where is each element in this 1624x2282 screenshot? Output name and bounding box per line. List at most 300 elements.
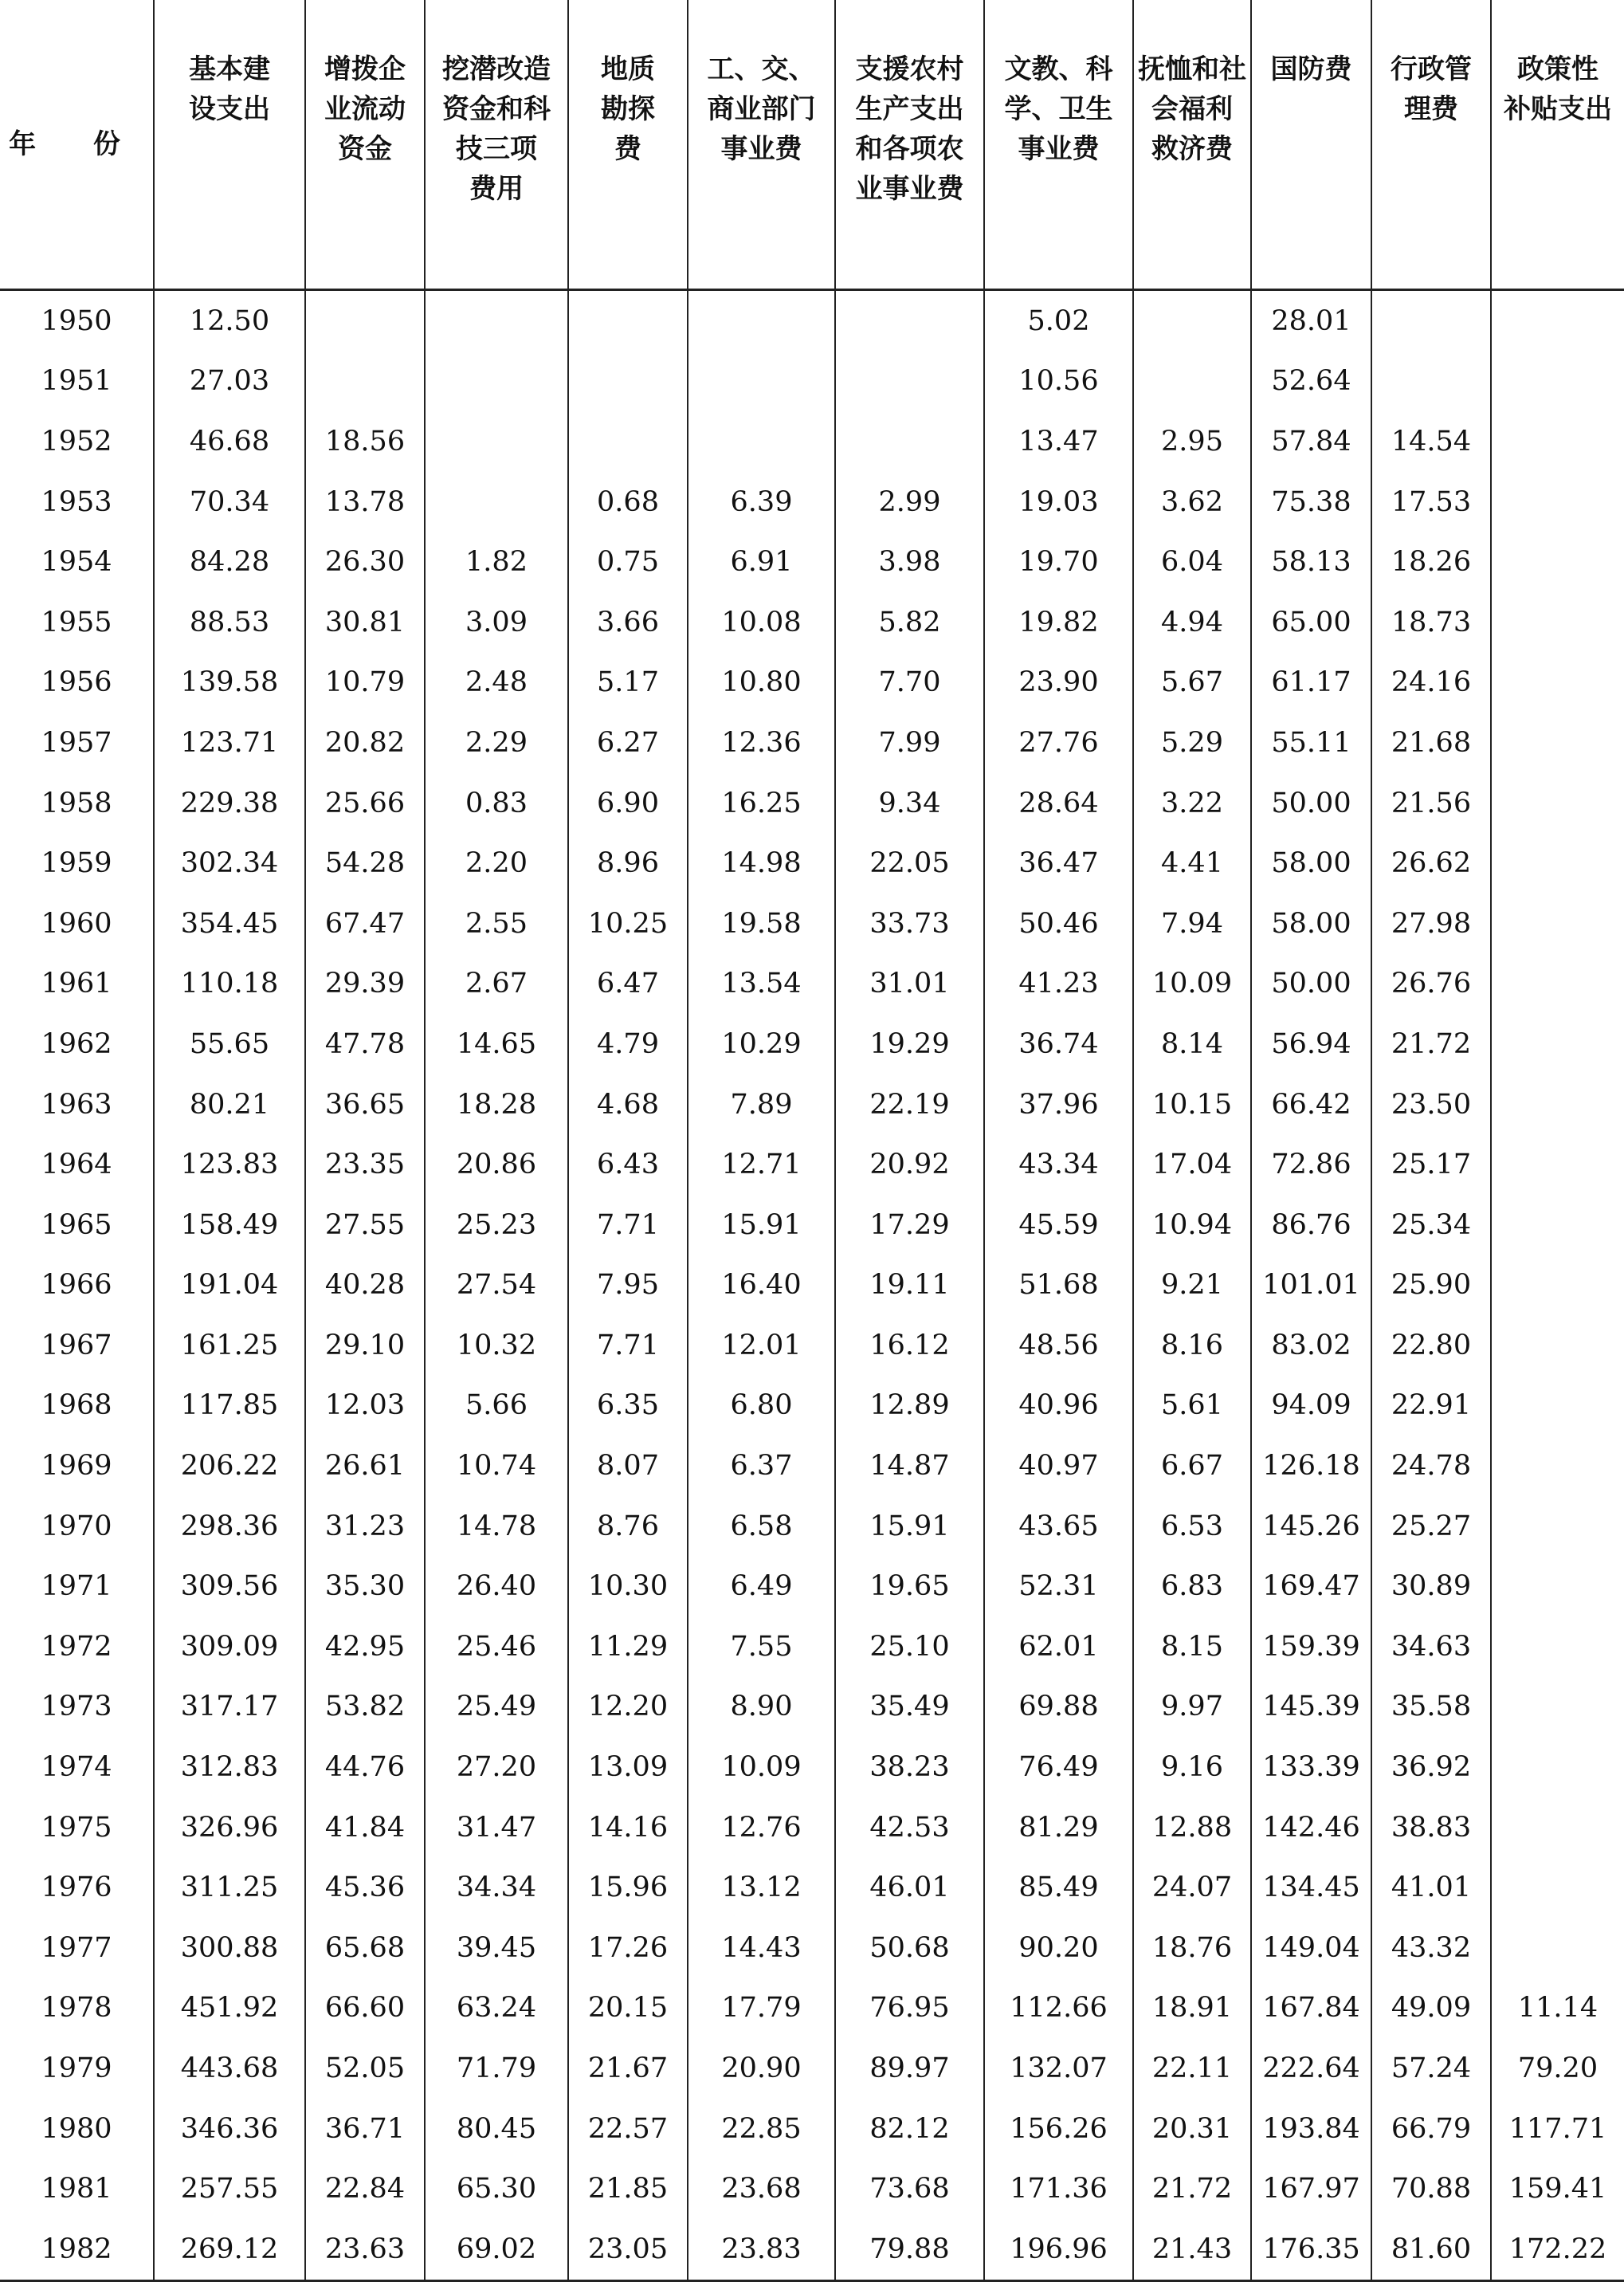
table-row bbox=[0, 1014, 1624, 1074]
table-row bbox=[0, 290, 1624, 352]
value-cell: 10.32 bbox=[425, 1315, 568, 1376]
value-cell: 72.86 bbox=[1251, 1134, 1371, 1195]
header-text-line: 文教、科 bbox=[1004, 53, 1113, 85]
value-cell bbox=[1491, 1376, 1624, 1436]
value-cell: 19.58 bbox=[688, 894, 835, 954]
value-cell: 25.23 bbox=[425, 1195, 568, 1255]
value-cell: 4.94 bbox=[1133, 592, 1251, 653]
table-row bbox=[0, 1556, 1624, 1616]
value-cell bbox=[1491, 1918, 1624, 1978]
table-row bbox=[0, 592, 1624, 653]
column-header bbox=[984, 0, 1133, 290]
table-row bbox=[0, 1376, 1624, 1436]
value-cell: 6.53 bbox=[1133, 1496, 1251, 1557]
value-cell: 58.13 bbox=[1251, 532, 1371, 592]
value-cell bbox=[688, 352, 835, 412]
header-text-line: 商业部门 bbox=[707, 93, 816, 125]
value-cell: 8.96 bbox=[568, 833, 688, 894]
value-cell: 35.30 bbox=[305, 1556, 425, 1616]
year-cell: 1955 bbox=[0, 592, 154, 653]
value-cell: 13.78 bbox=[305, 472, 425, 532]
value-cell: 13.12 bbox=[688, 1857, 835, 1918]
value-cell: 26.30 bbox=[305, 532, 425, 592]
year-cell: 1956 bbox=[0, 653, 154, 713]
value-cell: 9.97 bbox=[1133, 1677, 1251, 1738]
value-cell: 23.35 bbox=[305, 1134, 425, 1195]
value-cell bbox=[1491, 653, 1624, 713]
value-cell: 0.68 bbox=[568, 472, 688, 532]
value-cell: 14.54 bbox=[1371, 411, 1491, 472]
value-cell: 49.09 bbox=[1371, 1978, 1491, 2039]
value-cell: 70.34 bbox=[154, 472, 305, 532]
value-cell: 2.67 bbox=[425, 954, 568, 1015]
value-cell: 20.90 bbox=[688, 2038, 835, 2099]
value-cell: 156.26 bbox=[984, 2099, 1133, 2159]
value-cell: 48.56 bbox=[984, 1315, 1133, 1376]
value-cell: 451.92 bbox=[154, 1978, 305, 2039]
value-cell bbox=[425, 290, 568, 352]
value-cell: 50.00 bbox=[1251, 954, 1371, 1015]
value-cell: 6.37 bbox=[688, 1436, 835, 1496]
header-text-line: 资金和科 bbox=[442, 93, 551, 125]
header-text-line: 支援农村 bbox=[855, 53, 964, 85]
value-cell bbox=[1491, 1074, 1624, 1135]
header-text-line: 国防费 bbox=[1270, 53, 1352, 85]
value-cell bbox=[688, 411, 835, 472]
value-cell: 8.07 bbox=[568, 1436, 688, 1496]
value-cell: 5.67 bbox=[1133, 653, 1251, 713]
year-cell: 1971 bbox=[0, 1556, 154, 1616]
value-cell: 25.10 bbox=[835, 1616, 984, 1677]
value-cell bbox=[1491, 1677, 1624, 1738]
value-cell: 42.95 bbox=[305, 1616, 425, 1677]
value-cell: 17.26 bbox=[568, 1918, 688, 1978]
value-cell bbox=[1491, 1737, 1624, 1797]
header-text-line: 学、卫生 bbox=[1004, 93, 1113, 125]
value-cell: 21.68 bbox=[1371, 713, 1491, 773]
year-cell: 1977 bbox=[0, 1918, 154, 1978]
header-text-line: 救济费 bbox=[1151, 133, 1233, 165]
value-cell: 3.98 bbox=[835, 532, 984, 592]
value-cell: 28.01 bbox=[1251, 290, 1371, 352]
value-cell: 167.84 bbox=[1251, 1978, 1371, 2039]
value-cell bbox=[568, 411, 688, 472]
value-cell: 142.46 bbox=[1251, 1797, 1371, 1858]
value-cell: 17.04 bbox=[1133, 1134, 1251, 1195]
value-cell: 3.62 bbox=[1133, 472, 1251, 532]
value-cell: 85.49 bbox=[984, 1857, 1133, 1918]
value-cell: 6.35 bbox=[568, 1376, 688, 1436]
value-cell bbox=[1491, 1134, 1624, 1195]
value-cell: 79.88 bbox=[835, 2219, 984, 2280]
value-cell: 158.49 bbox=[154, 1195, 305, 1255]
value-cell: 4.79 bbox=[568, 1014, 688, 1074]
value-cell: 27.03 bbox=[154, 352, 305, 412]
value-cell: 27.76 bbox=[984, 713, 1133, 773]
value-cell: 10.29 bbox=[688, 1014, 835, 1074]
header-row bbox=[0, 0, 1624, 290]
header-text-line: 和各项农 bbox=[855, 133, 964, 165]
value-cell: 21.85 bbox=[568, 2158, 688, 2219]
value-cell: 35.58 bbox=[1371, 1677, 1491, 1738]
value-cell: 79.20 bbox=[1517, 2052, 1599, 2085]
value-cell: 63.24 bbox=[425, 1978, 568, 2039]
value-cell: 12.36 bbox=[688, 713, 835, 773]
value-cell: 2.95 bbox=[1133, 411, 1251, 472]
value-cell: 50.68 bbox=[835, 1918, 984, 1978]
value-cell: 312.83 bbox=[154, 1737, 305, 1797]
value-cell: 20.86 bbox=[425, 1134, 568, 1195]
year-cell: 1964 bbox=[0, 1134, 154, 1195]
value-cell: 25.90 bbox=[1371, 1255, 1491, 1316]
value-cell bbox=[305, 352, 425, 412]
value-cell: 6.47 bbox=[568, 954, 688, 1015]
value-cell: 24.16 bbox=[1371, 653, 1491, 713]
value-cell: 5.02 bbox=[984, 290, 1133, 352]
value-cell: 55.11 bbox=[1251, 713, 1371, 773]
value-cell: 42.53 bbox=[835, 1797, 984, 1858]
value-cell: 8.76 bbox=[568, 1496, 688, 1557]
value-cell: 20.31 bbox=[1133, 2099, 1251, 2159]
value-cell: 5.17 bbox=[568, 653, 688, 713]
value-cell: 16.40 bbox=[688, 1255, 835, 1316]
value-cell: 40.97 bbox=[984, 1436, 1133, 1496]
value-cell: 5.82 bbox=[835, 592, 984, 653]
value-cell: 34.34 bbox=[425, 1857, 568, 1918]
value-cell bbox=[568, 352, 688, 412]
year-cell: 1951 bbox=[0, 352, 154, 412]
value-cell: 10.08 bbox=[688, 592, 835, 653]
year-cell: 1969 bbox=[0, 1436, 154, 1496]
value-cell: 65.30 bbox=[425, 2158, 568, 2219]
header-text-line: 生产支出 bbox=[855, 93, 964, 125]
value-cell: 24.07 bbox=[1133, 1857, 1251, 1918]
value-cell: 123.71 bbox=[154, 713, 305, 773]
value-cell: 53.82 bbox=[305, 1677, 425, 1738]
value-cell: 8.16 bbox=[1133, 1315, 1251, 1376]
value-cell: 23.68 bbox=[688, 2158, 835, 2219]
value-cell bbox=[1491, 1195, 1624, 1255]
header-text-line: 技三项 bbox=[456, 133, 537, 165]
value-cell: 6.49 bbox=[688, 1556, 835, 1616]
header-text-line: 事业费 bbox=[720, 133, 802, 165]
value-cell: 69.02 bbox=[425, 2219, 568, 2280]
value-cell: 22.84 bbox=[305, 2158, 425, 2219]
value-cell: 43.65 bbox=[984, 1496, 1133, 1557]
value-cell: 4.41 bbox=[1133, 833, 1251, 894]
header-text-line: 政策性 bbox=[1517, 53, 1599, 85]
value-cell: 8.15 bbox=[1133, 1616, 1251, 1677]
value-cell: 14.78 bbox=[425, 1496, 568, 1557]
value-cell bbox=[835, 352, 984, 412]
value-cell: 41.01 bbox=[1371, 1857, 1491, 1918]
value-cell bbox=[1491, 532, 1624, 592]
value-cell: 6.39 bbox=[688, 472, 835, 532]
header-text-line: 地质 bbox=[601, 53, 655, 85]
value-cell: 18.56 bbox=[305, 411, 425, 472]
value-cell: 132.07 bbox=[984, 2038, 1133, 2099]
value-cell: 12.03 bbox=[305, 1376, 425, 1436]
value-cell bbox=[1491, 1616, 1624, 1677]
value-cell: 58.00 bbox=[1251, 894, 1371, 954]
value-cell: 18.73 bbox=[1371, 592, 1491, 653]
value-cell: 61.17 bbox=[1251, 653, 1371, 713]
header-text-line: 挖潜改造 bbox=[442, 53, 551, 85]
value-cell: 14.16 bbox=[568, 1797, 688, 1858]
value-cell: 75.38 bbox=[1251, 472, 1371, 532]
table-body bbox=[0, 290, 1624, 2281]
year-cell: 1953 bbox=[0, 472, 154, 532]
value-cell: 29.10 bbox=[305, 1315, 425, 1376]
value-cell: 17.29 bbox=[835, 1195, 984, 1255]
value-cell bbox=[1491, 894, 1624, 954]
value-cell: 12.01 bbox=[688, 1315, 835, 1376]
header-text-line: 年 份 bbox=[9, 128, 144, 160]
value-cell: 30.81 bbox=[305, 592, 425, 653]
header-text-line: 勘探 bbox=[601, 93, 655, 125]
value-cell: 21.72 bbox=[1133, 2158, 1251, 2219]
value-cell: 126.18 bbox=[1251, 1436, 1371, 1496]
value-cell: 47.78 bbox=[305, 1014, 425, 1074]
value-cell: 123.83 bbox=[154, 1134, 305, 1195]
value-cell: 13.09 bbox=[568, 1737, 688, 1797]
value-cell: 83.02 bbox=[1251, 1315, 1371, 1376]
value-cell: 12.71 bbox=[688, 1134, 835, 1195]
value-cell: 2.20 bbox=[425, 833, 568, 894]
value-cell: 159.41 bbox=[1508, 2173, 1607, 2205]
table-row bbox=[0, 2099, 1624, 2159]
value-cell: 50.46 bbox=[984, 894, 1133, 954]
value-cell: 88.53 bbox=[154, 592, 305, 653]
column-header bbox=[1371, 0, 1491, 290]
value-cell bbox=[1491, 1797, 1624, 1858]
value-cell: 36.74 bbox=[984, 1014, 1133, 1074]
year-cell: 1973 bbox=[0, 1677, 154, 1738]
value-cell: 7.71 bbox=[568, 1315, 688, 1376]
value-cell: 54.28 bbox=[305, 833, 425, 894]
year-cell: 1954 bbox=[0, 532, 154, 592]
value-cell: 298.36 bbox=[154, 1496, 305, 1557]
value-cell: 6.58 bbox=[688, 1496, 835, 1557]
year-cell: 1981 bbox=[0, 2158, 154, 2219]
value-cell: 0.83 bbox=[425, 773, 568, 834]
value-cell bbox=[1491, 1014, 1624, 1074]
value-cell bbox=[1491, 1315, 1624, 1376]
value-cell: 22.05 bbox=[835, 833, 984, 894]
value-cell: 82.12 bbox=[835, 2099, 984, 2159]
value-cell bbox=[1491, 472, 1624, 532]
value-cell bbox=[1491, 1496, 1624, 1557]
value-cell bbox=[425, 472, 568, 532]
header-text-line: 补贴支出 bbox=[1504, 93, 1612, 125]
value-cell: 169.47 bbox=[1251, 1556, 1371, 1616]
value-cell: 354.45 bbox=[154, 894, 305, 954]
value-cell bbox=[1491, 713, 1624, 773]
value-cell: 196.96 bbox=[984, 2219, 1133, 2280]
header-text-line: 事业费 bbox=[1018, 133, 1100, 165]
year-cell: 1968 bbox=[0, 1376, 154, 1436]
year-cell: 1950 bbox=[0, 290, 154, 352]
value-cell: 12.76 bbox=[688, 1797, 835, 1858]
value-cell: 19.82 bbox=[984, 592, 1133, 653]
value-cell: 309.56 bbox=[154, 1556, 305, 1616]
table-row bbox=[0, 1616, 1624, 1677]
value-cell: 80.21 bbox=[154, 1074, 305, 1135]
value-cell bbox=[1491, 1857, 1624, 1918]
value-cell: 81.29 bbox=[984, 1797, 1133, 1858]
value-cell: 159.39 bbox=[1251, 1616, 1371, 1677]
value-cell: 31.23 bbox=[305, 1496, 425, 1557]
header-text-line: 会福利 bbox=[1151, 93, 1233, 125]
value-cell: 191.04 bbox=[154, 1255, 305, 1316]
value-cell: 37.96 bbox=[984, 1074, 1133, 1135]
value-cell: 33.73 bbox=[835, 894, 984, 954]
year-cell: 1966 bbox=[0, 1255, 154, 1316]
table-row bbox=[0, 1134, 1624, 1195]
year-cell: 1976 bbox=[0, 1857, 154, 1918]
value-cell bbox=[688, 290, 835, 352]
value-cell: 71.79 bbox=[425, 2038, 568, 2099]
value-cell: 23.50 bbox=[1371, 1074, 1491, 1135]
year-cell: 1967 bbox=[0, 1315, 154, 1376]
year-cell: 1960 bbox=[0, 894, 154, 954]
value-cell bbox=[425, 411, 568, 472]
value-cell: 13.47 bbox=[984, 411, 1133, 472]
value-cell: 52.31 bbox=[984, 1556, 1133, 1616]
value-cell: 112.66 bbox=[984, 1978, 1133, 2039]
value-cell: 17.53 bbox=[1371, 472, 1491, 532]
year-cell: 1963 bbox=[0, 1074, 154, 1135]
value-cell bbox=[1133, 352, 1251, 412]
value-cell: 26.61 bbox=[305, 1436, 425, 1496]
value-cell: 45.36 bbox=[305, 1857, 425, 1918]
value-cell: 10.79 bbox=[305, 653, 425, 713]
value-cell: 326.96 bbox=[154, 1797, 305, 1858]
value-cell: 18.26 bbox=[1371, 532, 1491, 592]
value-cell bbox=[835, 411, 984, 472]
value-cell: 25.46 bbox=[425, 1616, 568, 1677]
value-cell: 206.22 bbox=[154, 1436, 305, 1496]
year-cell: 1958 bbox=[0, 773, 154, 834]
header-text-line: 抚恤和社 bbox=[1138, 53, 1246, 85]
value-cell: 14.65 bbox=[425, 1014, 568, 1074]
table-row bbox=[0, 1436, 1624, 1496]
value-cell: 18.28 bbox=[425, 1074, 568, 1135]
value-cell bbox=[425, 352, 568, 412]
value-cell: 70.88 bbox=[1371, 2158, 1491, 2219]
value-cell: 3.22 bbox=[1133, 773, 1251, 834]
value-cell: 51.68 bbox=[984, 1255, 1133, 1316]
value-cell: 22.19 bbox=[835, 1074, 984, 1135]
value-cell: 222.64 bbox=[1251, 2038, 1371, 2099]
value-cell: 22.57 bbox=[568, 2099, 688, 2159]
table-header bbox=[0, 0, 1624, 290]
value-cell: 346.36 bbox=[154, 2099, 305, 2159]
value-cell: 16.12 bbox=[835, 1315, 984, 1376]
value-cell: 67.47 bbox=[305, 894, 425, 954]
value-cell: 52.05 bbox=[305, 2038, 425, 2099]
value-cell: 15.91 bbox=[688, 1195, 835, 1255]
table-row bbox=[0, 1857, 1624, 1918]
value-cell: 36.65 bbox=[305, 1074, 425, 1135]
value-cell: 86.76 bbox=[1251, 1195, 1371, 1255]
value-cell: 89.97 bbox=[835, 2038, 984, 2099]
table-row bbox=[0, 1315, 1624, 1376]
value-cell: 23.05 bbox=[568, 2219, 688, 2280]
value-cell: 9.16 bbox=[1133, 1737, 1251, 1797]
value-cell: 317.17 bbox=[154, 1677, 305, 1738]
value-cell: 269.12 bbox=[154, 2219, 305, 2280]
value-cell: 11.29 bbox=[568, 1616, 688, 1677]
header-text-line: 工、交、 bbox=[707, 53, 816, 85]
value-cell: 57.24 bbox=[1371, 2038, 1491, 2099]
value-cell: 46.68 bbox=[154, 411, 305, 472]
column-header bbox=[1133, 0, 1251, 290]
value-cell bbox=[1491, 352, 1624, 412]
value-cell: 7.89 bbox=[688, 1074, 835, 1135]
table-row bbox=[0, 1737, 1624, 1797]
value-cell: 25.66 bbox=[305, 773, 425, 834]
year-cell: 1961 bbox=[0, 954, 154, 1015]
table-row bbox=[0, 1496, 1624, 1557]
value-cell: 9.21 bbox=[1133, 1255, 1251, 1316]
column-header bbox=[305, 0, 425, 290]
value-cell: 43.32 bbox=[1371, 1918, 1491, 1978]
value-cell: 18.76 bbox=[1133, 1918, 1251, 1978]
value-cell: 19.03 bbox=[984, 472, 1133, 532]
header-text-line: 增拨企 bbox=[324, 53, 406, 85]
table-row bbox=[0, 472, 1624, 532]
column-header bbox=[425, 0, 568, 290]
header-text-line: 费 bbox=[614, 133, 641, 165]
value-cell: 66.79 bbox=[1371, 2099, 1491, 2159]
value-cell: 6.04 bbox=[1133, 532, 1251, 592]
value-cell: 10.25 bbox=[568, 894, 688, 954]
value-cell: 161.25 bbox=[154, 1315, 305, 1376]
table-row bbox=[0, 1195, 1624, 1255]
value-cell: 311.25 bbox=[154, 1857, 305, 1918]
column-header bbox=[568, 0, 688, 290]
value-cell: 18.91 bbox=[1133, 1978, 1251, 2039]
value-cell: 22.91 bbox=[1371, 1376, 1491, 1436]
value-cell: 7.95 bbox=[568, 1255, 688, 1316]
table-row bbox=[0, 2038, 1624, 2099]
value-cell bbox=[305, 290, 425, 352]
value-cell: 2.29 bbox=[425, 713, 568, 773]
value-cell: 10.56 bbox=[984, 352, 1133, 412]
value-cell bbox=[568, 290, 688, 352]
value-cell: 9.34 bbox=[835, 773, 984, 834]
table-row bbox=[0, 713, 1624, 773]
year-cell: 1952 bbox=[0, 411, 154, 472]
year-cell: 1965 bbox=[0, 1195, 154, 1255]
year-cell: 1972 bbox=[0, 1616, 154, 1677]
year-cell: 1979 bbox=[0, 2038, 154, 2099]
value-cell: 149.04 bbox=[1251, 1918, 1371, 1978]
table-row bbox=[0, 352, 1624, 412]
column-header bbox=[835, 0, 984, 290]
value-cell: 21.67 bbox=[568, 2038, 688, 2099]
value-cell: 443.68 bbox=[154, 2038, 305, 2099]
value-cell: 50.00 bbox=[1251, 773, 1371, 834]
header-text-line: 费用 bbox=[469, 173, 524, 205]
value-cell: 10.94 bbox=[1133, 1195, 1251, 1255]
value-cell: 22.80 bbox=[1371, 1315, 1491, 1376]
value-cell: 28.64 bbox=[984, 773, 1133, 834]
value-cell: 2.48 bbox=[425, 653, 568, 713]
value-cell: 44.76 bbox=[305, 1737, 425, 1797]
value-cell: 56.94 bbox=[1251, 1014, 1371, 1074]
